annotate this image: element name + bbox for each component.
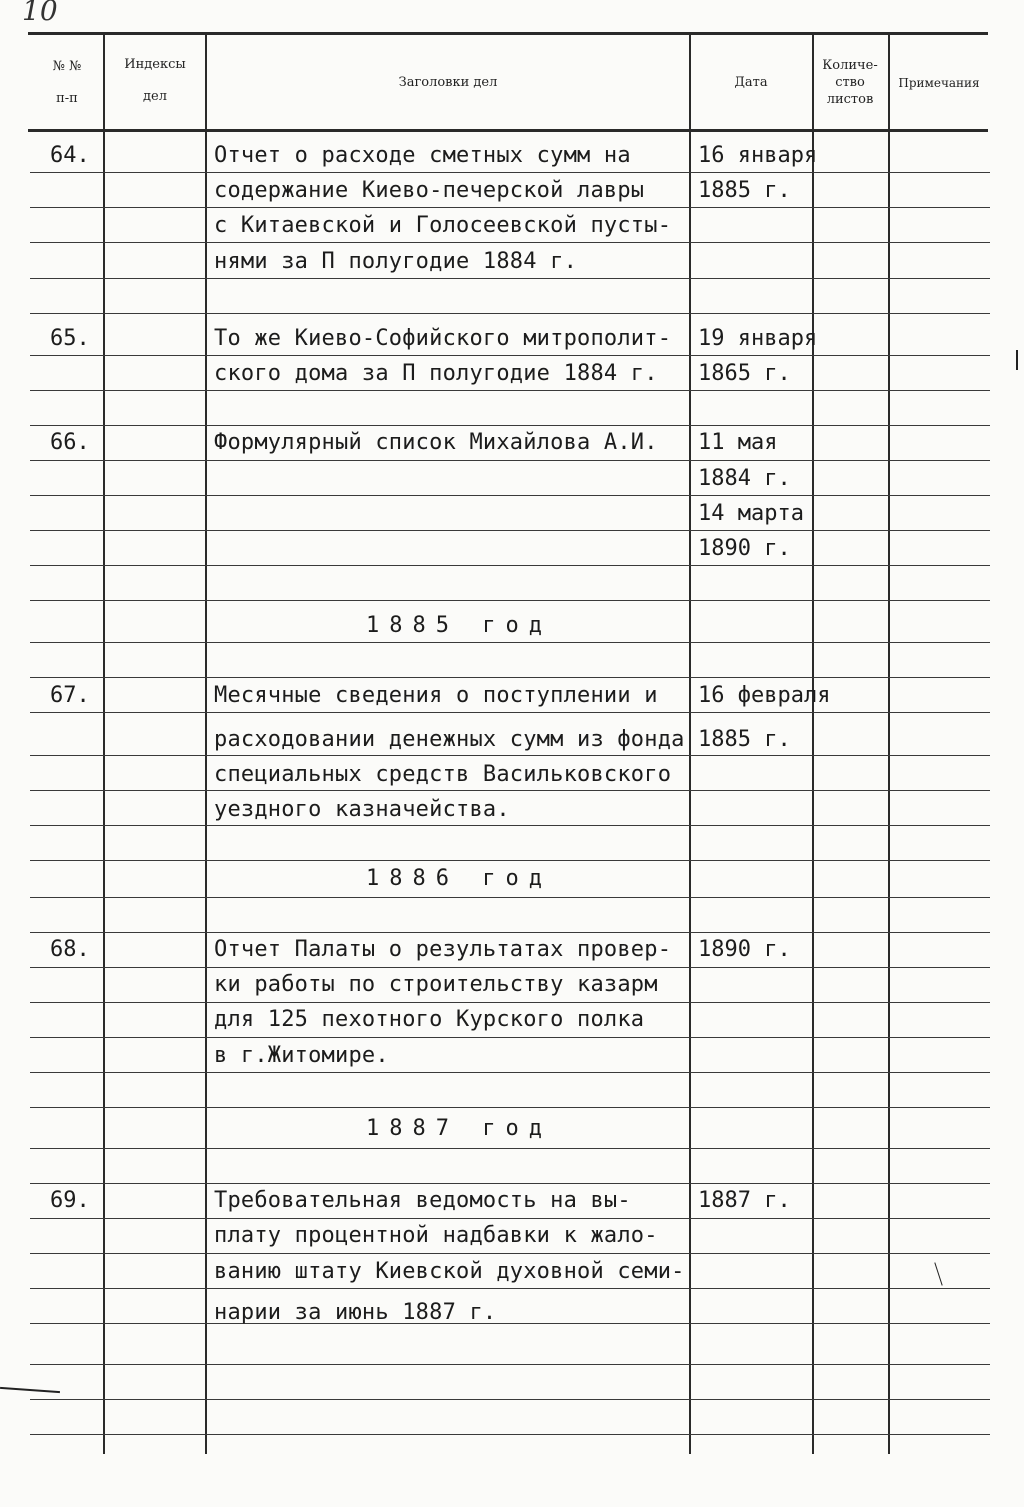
row-rule [30, 460, 990, 461]
row-rule [30, 1107, 990, 1108]
entry-date-line: 1865 г. [698, 361, 791, 386]
row-rule [30, 1434, 990, 1435]
row-rule [30, 967, 990, 968]
row-rule [30, 172, 990, 173]
row-rule [30, 642, 990, 643]
entry-title-line: в г.Житомире. [214, 1043, 389, 1068]
row-rule [30, 1037, 990, 1038]
entry-title-line: нарии за июнь 1887 г. [214, 1300, 497, 1325]
col-divider-5 [888, 34, 890, 1454]
col-divider-1 [103, 34, 105, 1454]
header-count-col: Количе- ство листов [822, 58, 878, 107]
pen-mark [1016, 350, 1018, 370]
entry-number: 67. [50, 683, 90, 708]
row-rule [30, 425, 990, 426]
entry-date-line: 19 января [698, 326, 818, 351]
entry-title-line: Требовательная ведомость на вы- [214, 1188, 631, 1213]
row-rule [30, 712, 990, 713]
row-rule [30, 1148, 990, 1149]
entry-date-line: 1884 г. [698, 466, 791, 491]
entry-date-line: 1885 г. [698, 727, 791, 752]
entry-title-line: плату процентной надбавки к жало- [214, 1223, 658, 1248]
pen-mark [0, 1387, 60, 1393]
row-rule [30, 355, 990, 356]
entry-title-line: содержание Киево-печерской лавры [214, 178, 645, 203]
row-rule [30, 1072, 990, 1073]
header-index-col: Индексы дел [124, 57, 186, 104]
year-heading: 1887 год [366, 1116, 552, 1141]
col-divider-2 [205, 34, 207, 1454]
row-rule [30, 1253, 990, 1254]
header-notes-col: Примечания [898, 76, 980, 90]
entry-date-line: 1885 г. [698, 178, 791, 203]
entry-title-line: Отчет Палаты о результатах провер- [214, 937, 672, 962]
entry-title-line: Месячные сведения о поступлении и [214, 683, 658, 708]
row-rule [30, 860, 990, 861]
row-rule [30, 1323, 990, 1324]
year-heading: 1885 год [366, 613, 552, 638]
row-rule [30, 1218, 990, 1219]
row-rule [30, 932, 990, 933]
entry-title-line: Отчет о расходе сметных сумм на [214, 143, 631, 168]
year-heading: 1886 год [366, 866, 552, 891]
row-rule [30, 790, 990, 791]
entry-title-line: с Китаевской и Голосеевской пусты- [214, 213, 672, 238]
pen-mark [934, 1262, 942, 1285]
row-rule [30, 755, 990, 756]
row-rule [30, 600, 990, 601]
entry-date-line: 1890 г. [698, 937, 791, 962]
entry-number: 69. [50, 1188, 90, 1213]
row-rule [30, 1002, 990, 1003]
header-bottom-rule [28, 129, 988, 132]
row-rule [30, 530, 990, 531]
entry-title-line: расходовании денежных сумм из фонда [214, 727, 685, 752]
row-rule [30, 1364, 990, 1365]
header-titles-col: Заголовки дел [398, 75, 498, 90]
row-rule [30, 1288, 990, 1289]
entry-title-line: То же Киево-Софийского митрополит- [214, 326, 672, 351]
row-rule [30, 495, 990, 496]
row-rule [30, 278, 990, 279]
col-divider-4 [812, 34, 814, 1454]
row-rule [30, 207, 990, 208]
entry-title-line: ки работы по строительству казарм [214, 972, 658, 997]
header-number-col: № № п-п [52, 59, 82, 106]
entry-number: 65. [50, 326, 90, 351]
row-rule [30, 1183, 990, 1184]
entry-date-line: 14 марта [698, 501, 804, 526]
entry-number: 68. [50, 937, 90, 962]
row-rule [30, 242, 990, 243]
top-rule [28, 32, 988, 35]
entry-date-line: 1887 г. [698, 1188, 791, 1213]
entry-number: 64. [50, 143, 90, 168]
entry-title-line: для 125 пехотного Курского полка [214, 1007, 645, 1032]
page-number: 10 [22, 0, 58, 27]
entry-date-line: 11 мая [698, 430, 778, 455]
row-rule [30, 313, 990, 314]
row-rule [30, 565, 990, 566]
entry-title-line: специальных средств Васильковского [214, 762, 672, 787]
entry-title-line: ванию штату Киевской духовной семи- [214, 1259, 685, 1284]
entry-title-line: уездного казначейства. [214, 797, 510, 822]
row-rule [30, 897, 990, 898]
entry-title-line: ского дома за П полугодие 1884 г. [214, 361, 658, 386]
row-rule [30, 1399, 990, 1400]
col-divider-3 [689, 34, 691, 1454]
row-rule [30, 825, 990, 826]
entry-number: 66. [50, 430, 90, 455]
entry-title-line: Формулярный список Михайлова А.И. [214, 430, 658, 455]
header-date-col: Дата [734, 75, 768, 90]
entry-date-line: 1890 г. [698, 536, 791, 561]
entry-title-line: нями за П полугодие 1884 г. [214, 249, 578, 274]
entry-date-line: 16 февраля [698, 683, 831, 708]
row-rule [30, 677, 990, 678]
row-rule [30, 390, 990, 391]
entry-date-line: 16 января [698, 143, 818, 168]
